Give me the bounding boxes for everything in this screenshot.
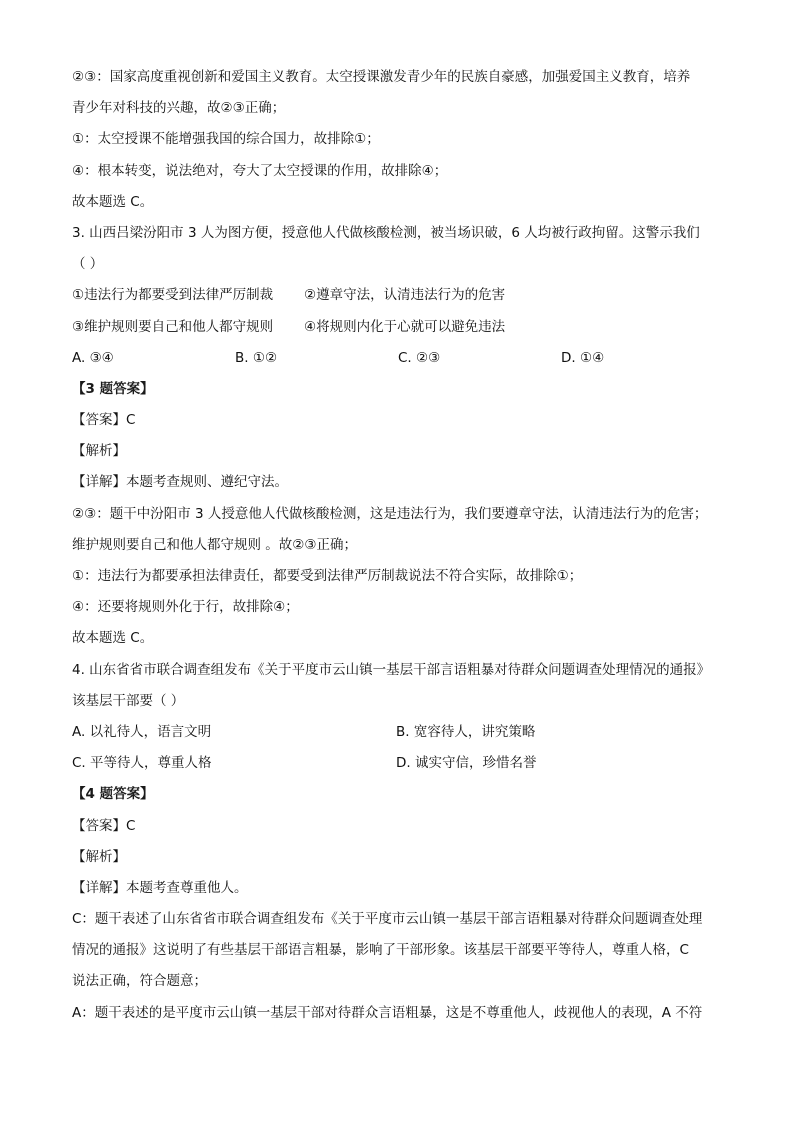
q3-explanation-line: ④：还要将规则外化于行，故排除④； — [72, 599, 299, 616]
q3-statement-3: ③维护规则要自己和他人都守规则 — [72, 318, 274, 335]
q3-statements-row — [72, 312, 734, 343]
q4-explanation-line: C：题干表述了山东省省市联合调查组发布《关于平度市云山镇一基层干部言语粗暴对待群众问题调查处理 — [72, 911, 703, 928]
q3-statement-2: ②遵章守法，认清违法行为的危害 — [304, 287, 506, 304]
q3-choice-d: D. ①④ — [561, 349, 605, 366]
q3-choice-c: C. ②③ — [398, 349, 441, 366]
q3-choice-a: A. ③④ — [72, 349, 114, 366]
q4-choice-c: C. 平等待人，尊重人格 — [72, 755, 212, 772]
q3-analysis-label: 【解析】 — [72, 443, 126, 460]
q3-explanation-line: 维护规则要自己和他人都守规则 。故②③正确； — [72, 536, 357, 553]
q2-explanation-line: 青少年对科技的兴趣，故②③正确； — [72, 100, 286, 117]
q4-explanation-line: A：题干表述的是平度市云山镇一基层干部对待群众言语粗暴，这是不尊重他人，歧视他人的表现，A 不符 — [72, 1004, 703, 1021]
q4-explanation-line: 情况的通报》这说明了有些基层干部语言粗暴，影响了干部形象。该基层干部要平等待人，尊重人格，C — [72, 942, 689, 959]
q2-conclusion: 故本题选 C。 — [72, 193, 154, 210]
q3-statement-1: ①违法行为都要受到法律严厉制裁 — [72, 287, 274, 304]
q3-explanation-line: ①：违法行为都要承担法律责任，都要受到法律严厉制裁说法不符合实际，故排除①； — [72, 568, 583, 584]
q4-choice-a: A. 以礼待人，语言文明 — [72, 723, 212, 740]
q3-conclusion: 故本题选 C。 — [72, 630, 154, 647]
q2-explanation-line: ④：根本转变，说法绝对，夸大了太空授课的作用，故排除④； — [72, 162, 448, 179]
q4-choice-b: B. 宽容待人，讲究策略 — [396, 723, 536, 740]
q3-choices-row — [72, 343, 734, 374]
q3-answer-header: 【3 题答案】 — [72, 380, 154, 397]
q3-explanation-line: ②③：题干中汾阳市 3 人授意他人代做核酸检测，这是违法行为，我们要遵章守法，认清违法行为的危害； — [72, 505, 708, 522]
q3-stem-blank: （ ） — [72, 256, 104, 273]
q4-analysis-label: 【解析】 — [72, 848, 126, 865]
q4-explanation-line: 说法正确，符合题意； — [72, 973, 207, 990]
q3-statement-4: ④将规则内化于心就可以避免违法 — [304, 318, 506, 335]
q3-choice-b: B. ①② — [235, 349, 278, 366]
q4-stem-blank: 该基层干部要（ ） — [72, 692, 185, 709]
q2-explanation-line: ②③：国家高度重视创新和爱国主义教育。太空授课激发青少年的民族自豪感，加强爱国主义教育，培养 — [72, 69, 691, 85]
q4-answer: 【答案】C — [72, 817, 136, 834]
q2-explanation-line: ①：太空授课不能增强我国的综合国力，故排除①； — [72, 131, 380, 148]
q4-stem: 4. 山东省省市联合调查组发布《关于平度市云山镇一基层干部言语粗暴对待群众问题调查处理情况的通报》 — [72, 661, 711, 678]
q4-choice-d: D. 诚实守信，珍惜名誉 — [396, 755, 537, 772]
q3-stem: 3. 山西吕梁汾阳市 3 人为图方便，授意他人代做核酸检测，被当场识破，6 人均被行政拘留。这警示我们 — [72, 224, 700, 241]
q4-choices-row — [72, 717, 734, 748]
q3-detail: 【详解】本题考查规则、遵纪守法。 — [72, 474, 288, 491]
q3-statements-row — [72, 280, 734, 311]
q4-answer-header: 【4 题答案】 — [72, 786, 154, 803]
q4-choices-row — [72, 748, 734, 779]
q4-detail: 【详解】本题考查尊重他人。 — [72, 879, 248, 896]
q3-answer: 【答案】C — [72, 412, 136, 429]
